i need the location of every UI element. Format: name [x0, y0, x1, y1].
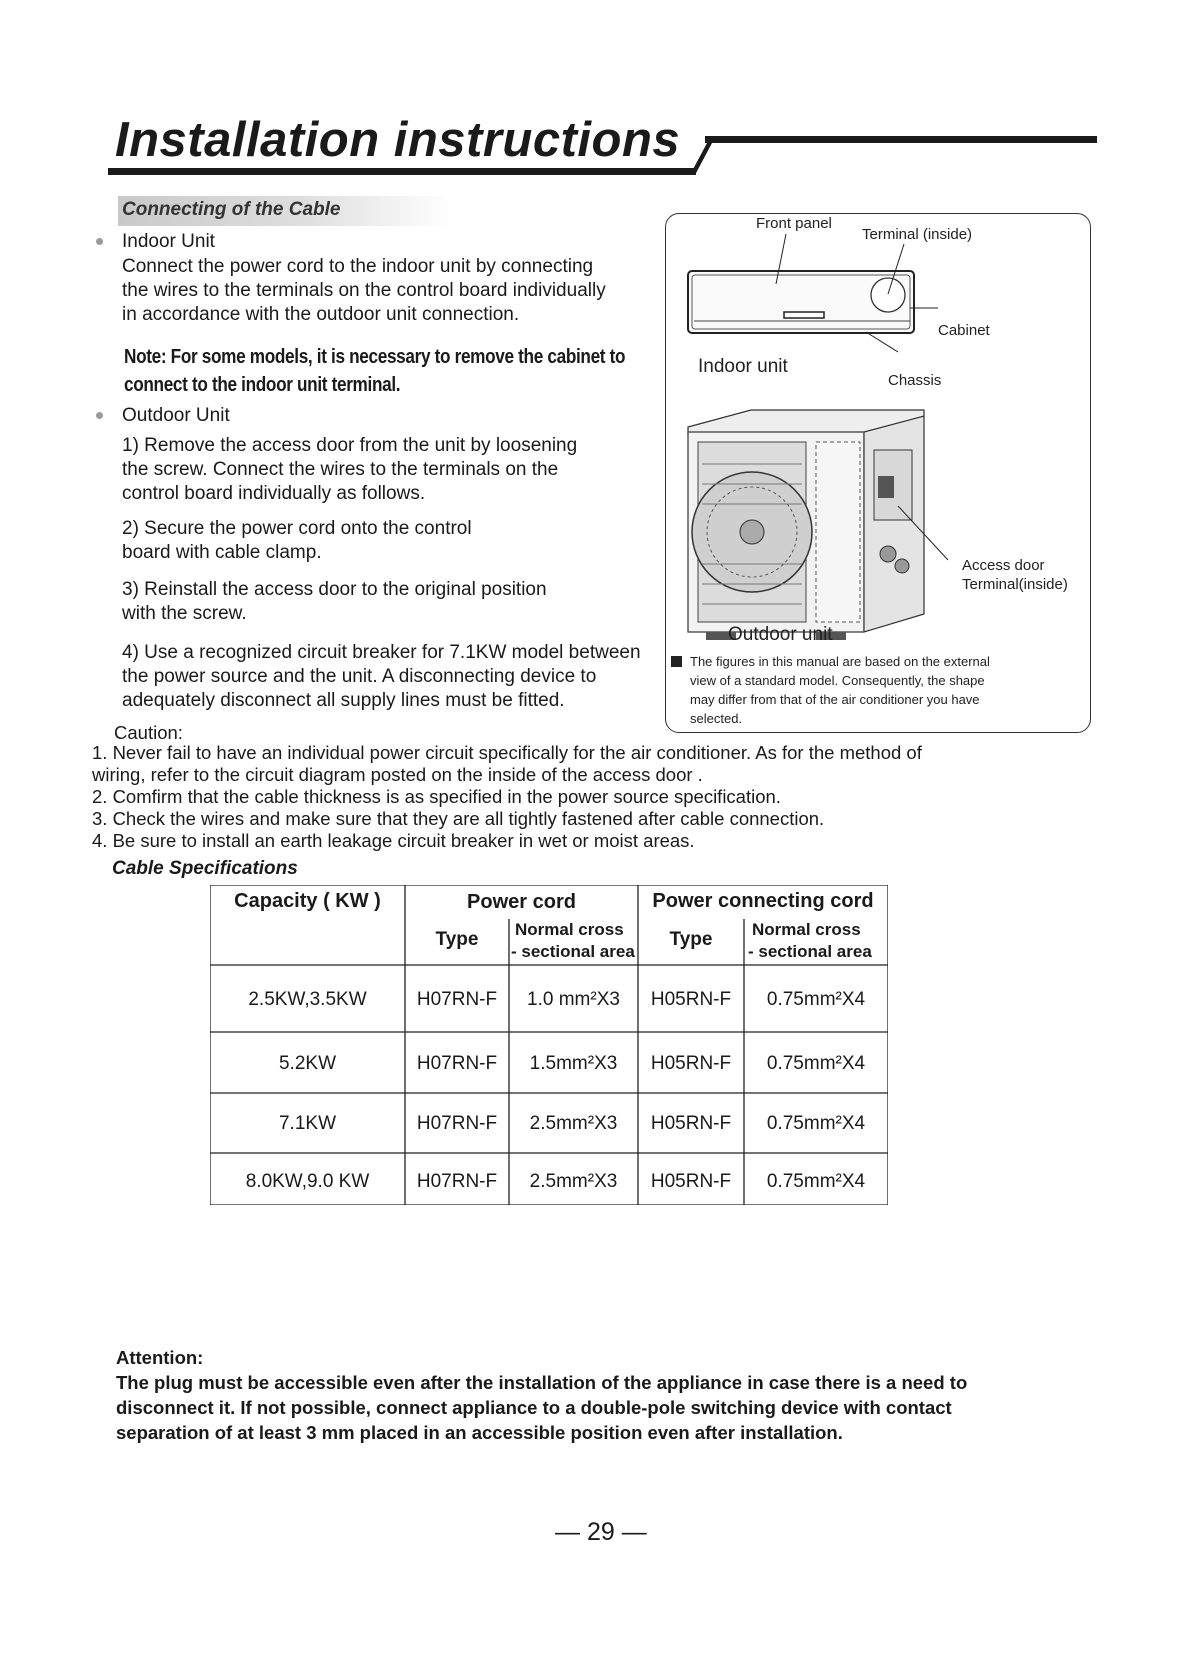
table-cell-pcc-area: 0.75mm²X4 — [766, 989, 866, 1010]
title-rule-slant — [690, 138, 715, 175]
table-cell-pcc-type: H05RN-F — [650, 1053, 732, 1074]
figure-note-line: view of a standard model. Consequently, the shape — [690, 673, 985, 688]
bullet-icon — [96, 238, 103, 245]
table-cell-pcc-type: H05RN-F — [650, 989, 732, 1010]
attention-line: The plug must be accessible even after the installation of the appliance in case there is a need to — [116, 1372, 968, 1393]
outdoor-step-line: 2) Secure the power cord onto the control — [122, 518, 472, 539]
attention-line: disconnect it. If not possible, connect appliance to a double-pole switching device with contact — [116, 1397, 952, 1418]
cable-spec-table — [210, 885, 888, 1205]
table-cell-capacity: 7.1KW — [278, 1113, 337, 1134]
table-cell-pc-area: 1.5mm²X3 — [529, 1053, 618, 1074]
table-cell-pc-type: H07RN-F — [416, 1171, 498, 1192]
table-cell-capacity: 8.0KW,9.0 KW — [245, 1171, 370, 1192]
caution-heading: Caution: — [114, 722, 183, 743]
table-cell-pc-area: 1.0 mm²X3 — [527, 989, 620, 1010]
attention-line: separation of at least 3 mm placed in an accessible position even after installation. — [116, 1422, 843, 1443]
header-sectional-area: - sectional area — [511, 942, 635, 961]
outdoor-unit-drawing — [688, 410, 948, 640]
table-cell-pcc-area: 0.75mm²X4 — [766, 1113, 866, 1134]
title-rule-right — [705, 136, 1097, 143]
table-cell-pcc-area: 0.75mm²X4 — [766, 1053, 866, 1074]
header-capacity: Capacity ( KW ) — [234, 890, 381, 912]
table-cell-pc-area: 2.5mm²X3 — [529, 1113, 618, 1134]
indoor-line: the wires to the terminals on the control board individually — [122, 280, 606, 301]
section-heading-text: Connecting of the Cable — [122, 199, 341, 220]
title-underline — [108, 168, 696, 175]
outdoor-step-line: with the screw. — [122, 603, 247, 624]
table-cell-pcc-type: H05RN-F — [650, 1113, 732, 1134]
indoor-line: Connect the power cord to the indoor unit by connecting — [122, 256, 594, 277]
table-cell-pcc-type: H05RN-F — [650, 1171, 732, 1192]
table-cell-capacity: 2.5KW,3.5KW — [248, 989, 367, 1010]
outdoor-step-line: the screw. Connect the wires to the terminals on the — [122, 459, 559, 480]
indoor-heading: Indoor Unit — [122, 231, 215, 252]
outdoor-step-line: control board individually as follows. — [122, 483, 426, 504]
header-power-cord: Power cord — [467, 891, 576, 913]
outdoor-step-line: the power source and the unit. A disconnecting device to — [122, 666, 597, 687]
label-terminal-inside: Terminal (inside) — [862, 226, 973, 243]
table-cell-capacity: 5.2KW — [278, 1053, 337, 1074]
table-cell-pcc-area: 0.75mm²X4 — [766, 1171, 866, 1192]
caution-item: 3. Check the wires and make sure that they are all tightly fastened after cable connection. — [92, 808, 825, 829]
caution-item: 1. Never fail to have an individual power circuit specifically for the air conditioner. As for the method of — [92, 742, 922, 763]
figure-note-line: selected. — [690, 711, 743, 726]
figure-note-line: The figures in this manual are based on the external — [690, 654, 990, 669]
table-cell-pc-area: 2.5mm²X3 — [529, 1171, 618, 1192]
header-normal-cross: Normal cross — [752, 920, 861, 939]
section-heading — [118, 196, 452, 226]
label-outdoor-unit: Outdoor unit — [728, 624, 833, 645]
label-indoor-unit: Indoor unit — [698, 356, 788, 377]
page-title: Installation instructions — [115, 113, 681, 167]
page-number: — 29 — — [555, 1518, 647, 1546]
header-type: Type — [435, 929, 479, 950]
outdoor-step-line: adequately disconnect all supply lines must be fitted. — [122, 690, 565, 711]
table-title: Cable Specifications — [112, 858, 298, 879]
note-square-icon — [671, 656, 682, 667]
figure-note-line: may differ from that of the air conditioner you have — [690, 692, 980, 707]
table-cell-pc-type: H07RN-F — [416, 1053, 498, 1074]
header-type: Type — [669, 929, 713, 950]
header-normal-cross: Normal cross — [515, 920, 624, 939]
outdoor-step-line: 4) Use a recognized circuit breaker for 7.1KW model between — [122, 642, 641, 663]
attention-heading: Attention: — [116, 1347, 204, 1368]
indoor-line: in accordance with the outdoor unit connection. — [122, 304, 520, 325]
bullet-icon — [96, 412, 103, 419]
label-front-panel: Front panel — [756, 215, 832, 232]
label-cabinet: Cabinet — [938, 322, 990, 339]
figure-panel — [665, 213, 1091, 733]
outdoor-step-line: 1) Remove the access door from the unit by loosening — [122, 435, 578, 456]
indoor-note: Note: For some models, it is necessary to remove the cabinet to — [124, 346, 626, 368]
outdoor-step-line: 3) Reinstall the access door to the original position — [122, 579, 547, 600]
table-cell-pc-type: H07RN-F — [416, 989, 498, 1010]
label-terminal-inside-2: Terminal(inside) — [962, 576, 1068, 593]
caution-item: 4. Be sure to install an earth leakage circuit breaker in wet or moist areas. — [92, 830, 695, 851]
label-access-door: Access door — [962, 557, 1045, 574]
header-sectional-area: - sectional area — [748, 942, 872, 961]
outdoor-heading: Outdoor Unit — [122, 405, 230, 426]
outdoor-step-line: board with cable clamp. — [122, 542, 322, 563]
header-power-connecting-cord: Power connecting cord — [652, 890, 874, 912]
indoor-unit-drawing — [688, 234, 938, 352]
caution-item: wiring, refer to the circuit diagram posted on the inside of the access door . — [92, 764, 703, 785]
label-chassis: Chassis — [888, 372, 942, 389]
table-cell-pc-type: H07RN-F — [416, 1113, 498, 1134]
indoor-note: connect to the indoor unit terminal. — [124, 374, 401, 396]
caution-item: 2. Comfirm that the cable thickness is as specified in the power source specification. — [92, 786, 781, 807]
